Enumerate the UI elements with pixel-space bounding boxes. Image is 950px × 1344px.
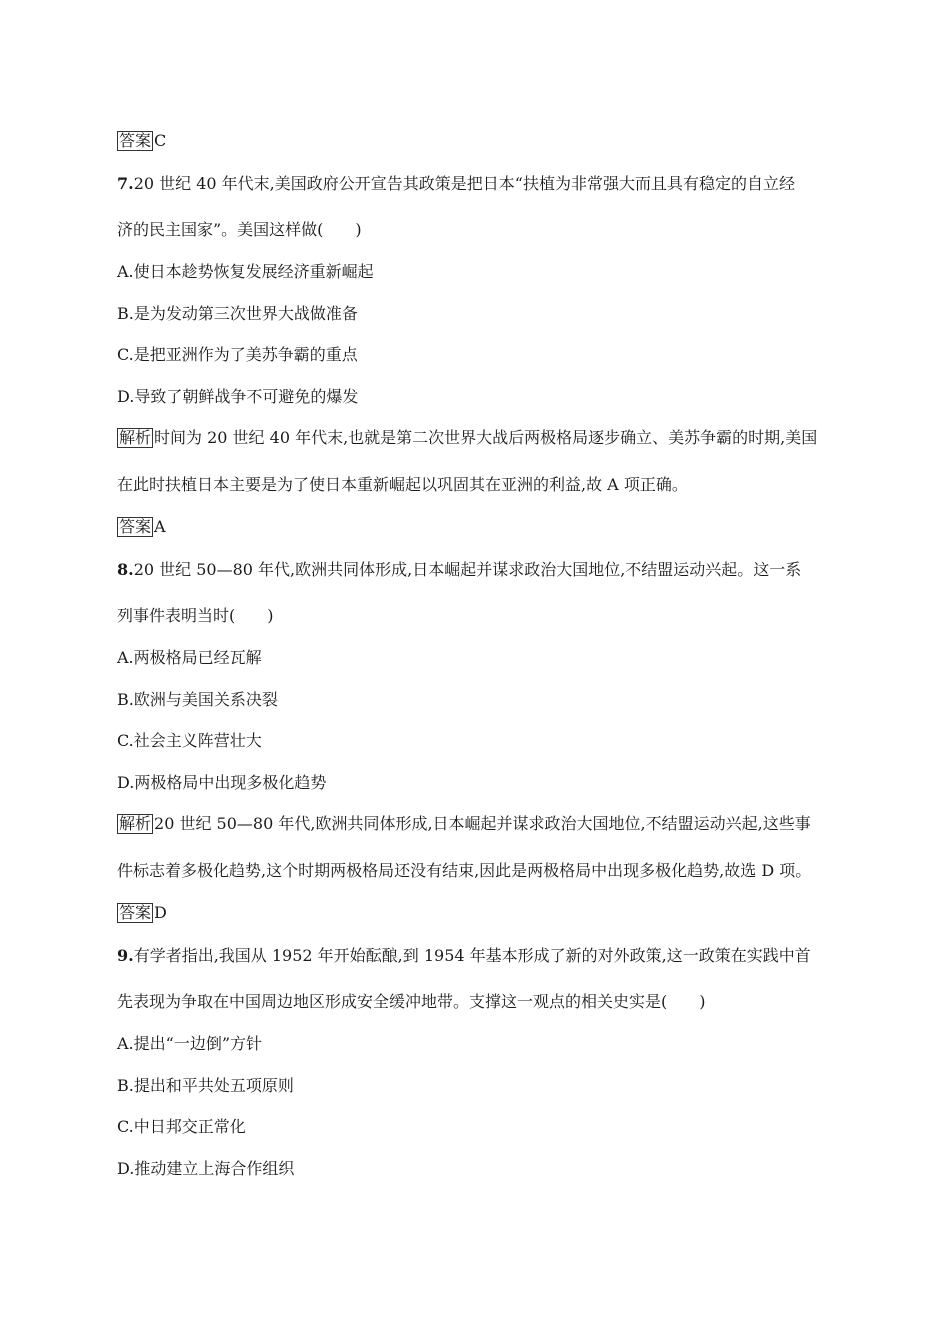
answer-value: A bbox=[154, 517, 166, 536]
question-7-option-a: A.使日本趁势恢复发展经济重新崛起 bbox=[117, 262, 374, 281]
question-9-stem-line-2: 先表现为争取在中国周边地区形成安全缓冲地带。支撑这一观点的相关史实是( ) bbox=[117, 992, 706, 1011]
analysis-tag: 解析 bbox=[119, 814, 152, 833]
question-8-option-a: A.两极格局已经瓦解 bbox=[117, 648, 262, 667]
question-8-analysis-line-2: 件标志着多极化趋势,这个时期两极格局还没有结束,因此是两极格局中出现多极化趋势,故选 D 项。 bbox=[117, 861, 812, 880]
question-number: 8. bbox=[117, 560, 134, 579]
question-8-option-d: D.两极格局中出现多极化趋势 bbox=[117, 773, 327, 792]
analysis-text: 时间为 20 世纪 40 年代末,也就是第二次世界大战后两极格局逐步确立、美苏争霸的时期,美国 bbox=[154, 428, 818, 447]
question-7-option-d: D.导致了朝鲜战争不可避免的爆发 bbox=[117, 387, 359, 406]
analysis-tag: 解析 bbox=[119, 428, 152, 447]
question-9-option-d: D.推动建立上海合作组织 bbox=[117, 1159, 295, 1178]
question-7-stem-line-2: 济的民主国家”。美国这样做( ) bbox=[117, 220, 362, 239]
question-7-answer-line bbox=[117, 516, 166, 538]
answer-tag: 答案 bbox=[119, 517, 152, 536]
question-stem-text: 20 世纪 50—80 年代,欧洲共同体形成,日本崛起并谋求政治大国地位,不结盟运动兴起。这一系 bbox=[133, 560, 802, 579]
question-7-option-c: C.是把亚洲作为了美苏争霸的重点 bbox=[117, 345, 358, 364]
question-8-answer-line bbox=[117, 902, 167, 924]
question-7-stem-line-1 bbox=[117, 173, 795, 195]
question-number: 7. bbox=[117, 174, 134, 193]
answer-line-q6 bbox=[117, 130, 166, 152]
question-7-option-b: B.是为发动第三次世界大战做准备 bbox=[117, 304, 358, 323]
question-stem-text: 20 世纪 40 年代末,美国政府公开宣告其政策是把日本“扶植为非常强大而且具有稳定的自立经 bbox=[133, 174, 795, 193]
answer-value: D bbox=[154, 903, 167, 922]
question-9-stem-line-1 bbox=[117, 945, 811, 967]
question-number: 9. bbox=[117, 946, 134, 965]
question-8-stem-line-2: 列事件表明当时( ) bbox=[117, 606, 274, 625]
question-8-option-b: B.欧洲与美国关系决裂 bbox=[117, 690, 278, 709]
question-9-option-a: A.提出“一边倒”方针 bbox=[117, 1034, 263, 1053]
question-9-option-b: B.提出和平共处五项原则 bbox=[117, 1076, 294, 1095]
question-7-analysis-line-2: 在此时扶植日本主要是为了使日本重新崛起以巩固其在亚洲的利益,故 A 项正确。 bbox=[117, 475, 688, 494]
analysis-text: 20 世纪 50—80 年代,欧洲共同体形成,日本崛起并谋求政治大国地位,不结盟运动兴起,这些事 bbox=[154, 814, 811, 833]
question-8-option-c: C.社会主义阵营壮大 bbox=[117, 731, 262, 750]
question-9-option-c: C.中日邦交正常化 bbox=[117, 1117, 246, 1136]
answer-tag: 答案 bbox=[119, 903, 152, 922]
question-8-stem-line-1 bbox=[117, 559, 801, 581]
question-7-analysis-line-1 bbox=[117, 427, 817, 449]
question-stem-text: 有学者指出,我国从 1952 年开始酝酿,到 1954 年基本形成了新的对外政策,这一政策在实践中首 bbox=[133, 946, 811, 965]
answer-tag: 答案 bbox=[119, 131, 152, 150]
question-8-analysis-line-1 bbox=[117, 813, 811, 835]
answer-value: C bbox=[154, 131, 167, 150]
